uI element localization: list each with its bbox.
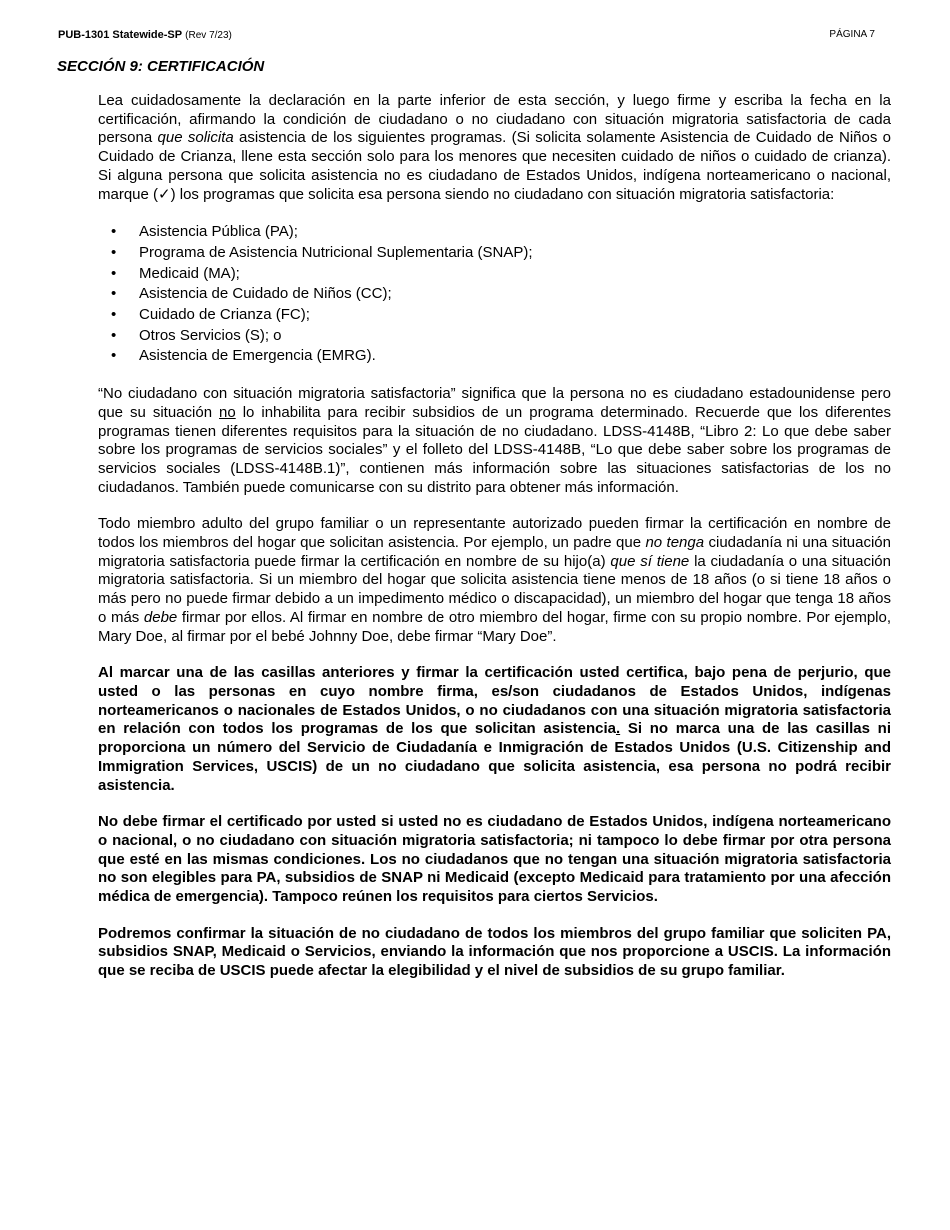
- definition-paragraph: “No ciudadano con situación migratoria satisfactoria” significa que la persona no es ciudadano estadounidense pero que su situación no lo inhabilita para recibir subsidios de un programa determinado. Recuerde que los diferentes programas tienen diferentes requisitos para la situación de no ciudadano. LDSS-4148B, “Libro 2: Lo que debe saber sobre los programas de servicios sociales” y el folleto del LDSS-4148B, “Lo que debe saber sobre los programas de servicios sociales (LDSS-4148B.1)”, contienen más información sobre las situaciones satisfactorias de los no ciudadanos. También puede comunicarse con su distrito para obtener más información.: [98, 385, 891, 496]
- list-item: • Asistencia de Cuidado de Niños (CC);: [98, 284, 891, 305]
- verification-paragraph: Podremos confirmar la situación de no ciudadano de todos los miembros del grupo familiar que soliciten PA, subsidios SNAP, Medicaid o Servicios, enviando la información que nos proporcione a USCIS. La información que se reciba de USCIS puede afectar la elegibilidad y el nivel de subsidios de su grupo familiar.: [98, 924, 891, 980]
- list-item: • Medicaid (MA);: [98, 264, 891, 285]
- programs-list: [98, 222, 891, 367]
- warning-paragraph: No debe firmar el certificado por usted si usted no es ciudadano de Estados Unidos, indígena norteamericano o nacional, o no ciudadano con situación migratoria satisfactoria; ni tampoco lo debe firmar por otra persona que esté en las mismas condiciones. Los no ciudadanos que no tengan una situación migratoria satisfactoria no son elegibles para PA, subsidios de SNAP ni Medicaid (excepto Medicaid para tratamiento por una afección médica de emergencia). Tampoco reúnen los requisitos para ciertos Servicios.: [98, 813, 891, 906]
- page-header: [58, 29, 875, 43]
- list-item: • Asistencia de Emergencia (EMRG).: [98, 346, 891, 367]
- bullet: •: [111, 223, 117, 241]
- bullet: •: [111, 243, 117, 261]
- bullet: •: [111, 347, 117, 365]
- bullet: •: [111, 285, 117, 303]
- bullet: •: [111, 306, 117, 324]
- signing-paragraph: Todo miembro adulto del grupo familiar o un representante autorizado pueden firmar la certificación en nombre de todos los miembros del hogar que solicitan asistencia. Por ejemplo, un padre que no tenga ciudadanía ni una situación migratoria satisfactoria puede firmar la certificación en nombre de su hijo(a) que sí tiene la ciudadanía o una situación migratoria satisfactoria. Si un miembro del hogar que solicita asistencia tiene menos de 18 años (o si tiene 18 años o más pero no puede firmar debido a un impedimento médico o discapacidad), un miembro del hogar que tenga 18 años o más debe firmar por ellos. Al firmar en nombre de otro miembro del hogar, firme con su propio nombre. Por ejemplo, Mary Doe, al firmar por el bebé Johnny Doe, debe firmar “Mary Doe”.: [98, 515, 892, 645]
- form-revision: (Rev 7/23): [185, 30, 232, 41]
- section-title: SECCIÓN 9: CERTIFICACIÓN: [57, 58, 265, 75]
- list-item: • Otros Servicios (S); o: [98, 326, 891, 347]
- list-item: • Cuidado de Crianza (FC);: [98, 305, 891, 326]
- page-number: PÁGINA 7: [829, 29, 875, 40]
- certification-paragraph: Al marcar una de las casillas anteriores y firmar la certificación usted certifica, bajo pena de perjurio, que usted o las personas en cuyo nombre firma, es/son ciudadanos de Estados Unidos, indígenas norteamericanos o nacionales de Estados Unidos, o no ciudadanos con una situación migratoria satisfactoria en relación con todos los programas de los que solicitan asistencia. Si no marca una de las casillas ni proporciona un número del Servicio de Ciudadanía e Inmigración de Estados Unidos (U.S. Citizenship and Immigration Services, USCIS) de un no ciudadano que solicita asistencia, esa persona no podrá recibir asistencia.: [98, 664, 892, 794]
- form-code: PUB-1301 Statewide-SP: [58, 29, 183, 41]
- bullet: •: [111, 264, 117, 282]
- list-item: • Programa de Asistencia Nutricional Suplementaria (SNAP);: [98, 243, 891, 264]
- bullet: •: [111, 326, 117, 344]
- form-identifier: [58, 29, 232, 41]
- intro-paragraph: Lea cuidadosamente la declaración en la parte inferior de esta sección, y luego firme y escriba la fecha en la certificación, afirmando la condición de ciudadano o no ciudadano con situación migratoria satisfactoria de cada persona que solicita asistencia de los siguientes programas. (Si solicita solamente Asistencia de Cuidado de Niños o Cuidado de Crianza, llene esta sección solo para los menores que necesiten cuidado de niños o cuidado de crianza). Si alguna persona que solicita asistencia no es ciudadano de Estados Unidos, indígena norteamericano o nacional, marque (✓) los programas que solicita esa persona siendo no ciudadano con situación migratoria satisfactoria:: [98, 92, 892, 203]
- section-body: [98, 92, 891, 999]
- list-item: • Asistencia Pública (PA);: [98, 222, 891, 243]
